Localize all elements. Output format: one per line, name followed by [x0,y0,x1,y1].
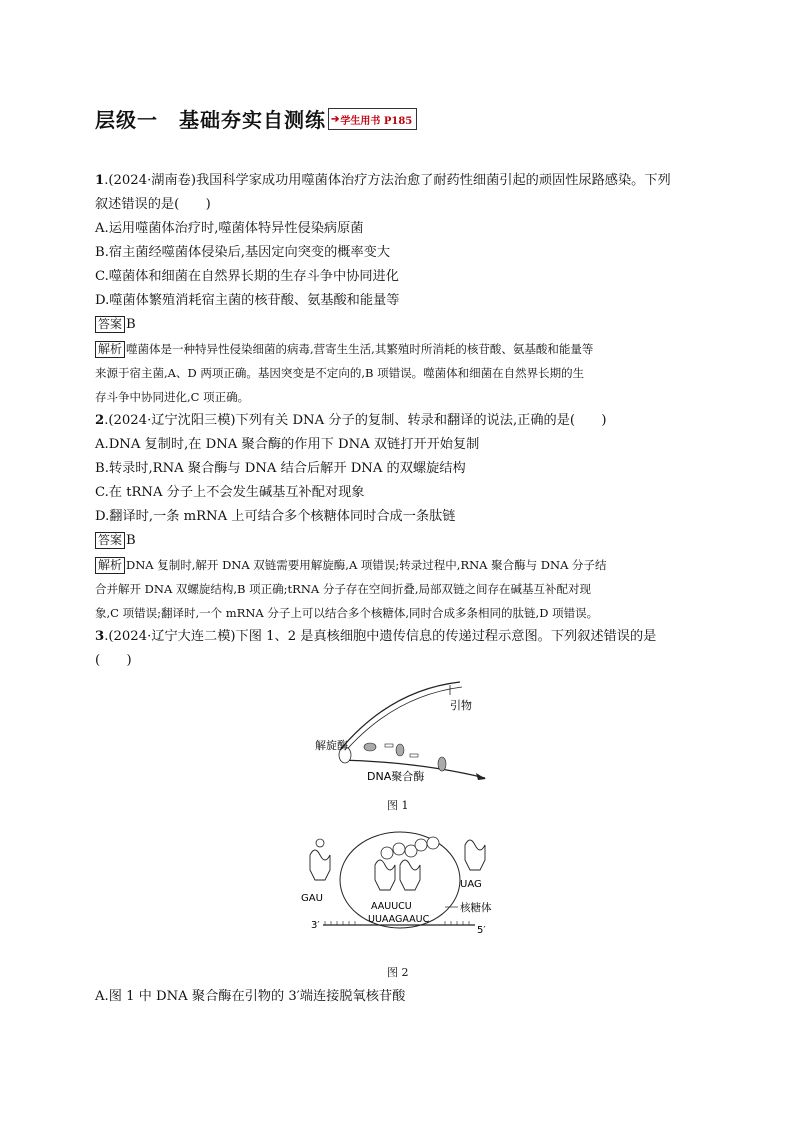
q2-option-a[interactable]: A.DNA 复制时,在 DNA 聚合酶的作用下 DNA 双链打开开始复制 [95,437,480,452]
q2-answer [95,532,136,550]
trna-center-2 [400,860,420,890]
arrow-head-icon [476,773,486,780]
amino-acid-left [316,839,324,847]
label-primer: 引物 [450,699,472,712]
figure-2-translation [295,825,505,940]
primer-fragment-1 [385,744,393,747]
label-mrna-codons: UUAAGAAUC [368,914,430,925]
polymerase-shape-1 [364,743,376,751]
amino-acid-4 [415,839,427,851]
q1-stem-text-1: .(2024·湖南卷)我国科学家成功用噬菌体治疗方法治愈了耐药性细菌引起的顽固性尿路感染。下列 [104,173,671,188]
q1-analysis-line-2: 来源于宿主菌,A、D 两项正确。基因突变是不定向的,B 项错误。噬菌体和细菌在自然界长期的生 [95,366,585,380]
q1-option-c[interactable]: C.噬菌体和细菌在自然界长期的生存斗争中协同进化 [95,269,399,284]
q2-stem [95,412,607,430]
primer-fragment-2 [410,754,418,757]
q1-answer-value: B [126,317,136,332]
q2-option-c[interactable]: C.在 tRNA 分子上不会发生碱基互补配对现象 [95,485,365,500]
figure-1-caption: 图 1 [387,799,409,812]
q1-analysis-line-1 [95,340,593,358]
q1-analysis-line-3: 存斗争中协同进化,C 项正确。 [95,390,250,404]
answer-tag: 答案 [95,532,125,549]
q3-stem-text-1: .(2024·辽宁大连二模)下图 1、2 是真核细胞中遗传信息的传递过程示意图。下列叙述错误的是 [104,629,657,644]
figure-2-caption: 图 2 [387,966,409,979]
textbook-ref-text: 学生用书 P185 [340,115,413,127]
q1-option-d[interactable]: D.噬菌体繁殖消耗宿主菌的核苷酸、氨基酸和能量等 [95,293,400,308]
analysis-tag: 解析 [95,341,125,358]
label-anticodons: AAUUCU [371,901,412,912]
label-dna-polymerase: DNA聚合酶 [367,770,425,783]
trna-left [310,850,330,880]
label-helicase: 解旋酶 [315,739,348,752]
q2-number: 2 [95,413,105,428]
q1-option-a[interactable]: A.运用噬菌体治疗时,噬菌体特异性侵染病原菌 [95,221,364,236]
label-5-prime: 5′ [477,925,486,936]
q2-option-d[interactable]: D.翻译时,一条 mRNA 上可结合多个核糖体同时合成一条肽链 [95,509,456,524]
textbook-ref-badge[interactable] [328,108,417,130]
q2-analysis-text-1: DNA 复制时,解开 DNA 双链需要用解旋酶,A 项错误;转录过程中,RNA 聚合酶与 DNA 分子结 [126,558,607,572]
label-gau: GAU [301,893,323,904]
q3-number: 3 [95,629,105,644]
q3-stem-line-2: ( ) [95,653,132,668]
polymerase-shape-2 [396,744,404,756]
q2-option-b[interactable]: B.转录时,RNA 聚合酶与 DNA 结合后解开 DNA 的双螺旋结构 [95,461,466,476]
amino-acid-1 [381,847,393,859]
q1-stem-line-2: 叙述错误的是( ) [95,197,211,212]
polymerase-shape-3 [438,757,446,771]
q1-stem-line-1 [95,172,671,190]
analysis-tag: 解析 [95,557,125,574]
label-uag: UAG [460,879,482,890]
figure-1-dna-replication [300,680,500,790]
q1-analysis-text-1: 噬菌体是一种特异性侵染细菌的病毒,营寄生生活,其繁殖时所消耗的核苷酸、氨基酸和能量等 [126,342,594,356]
section-heading [95,104,417,133]
section-title: 层级一 基础夯实自测练 [95,108,326,132]
q2-answer-value: B [126,533,136,548]
amino-acid-5 [427,837,439,849]
label-3-prime: 3′ [311,920,320,931]
q1-option-b[interactable]: B.宿主菌经噬菌体侵染后,基因定向突变的概率变大 [95,245,391,260]
q1-number: 1 [95,173,105,188]
q2-analysis-line-3: 象,C 项错误;翻译时,一个 mRNA 分子上可以结合多个核糖体,同时合成多条相同的肽链,D 项错误。 [95,606,599,620]
q2-analysis-line-2: 合并解开 DNA 双螺旋结构,B 项正确;tRNA 分子存在空间折叠,局部双链之间存在碱基互补配对现 [95,582,591,596]
q2-stem-text: .(2024·辽宁沈阳三模)下列有关 DNA 分子的复制、转录和翻译的说法,正确的是( ) [104,413,607,428]
arrow-right-icon: ➔ [331,113,340,125]
trna-right [465,840,485,870]
answer-tag: 答案 [95,316,125,333]
q2-analysis-line-1 [95,556,607,574]
q1-answer [95,316,136,334]
trna-center-1 [375,860,395,890]
label-ribosome: 核糖体 [460,902,492,914]
amino-acid-2 [393,843,405,855]
q3-stem-line-1 [95,628,656,646]
template-strand-upper [340,682,460,750]
q3-option-a[interactable]: A.图 1 中 DNA 聚合酶在引物的 3′端连接脱氧核苷酸 [95,989,406,1004]
